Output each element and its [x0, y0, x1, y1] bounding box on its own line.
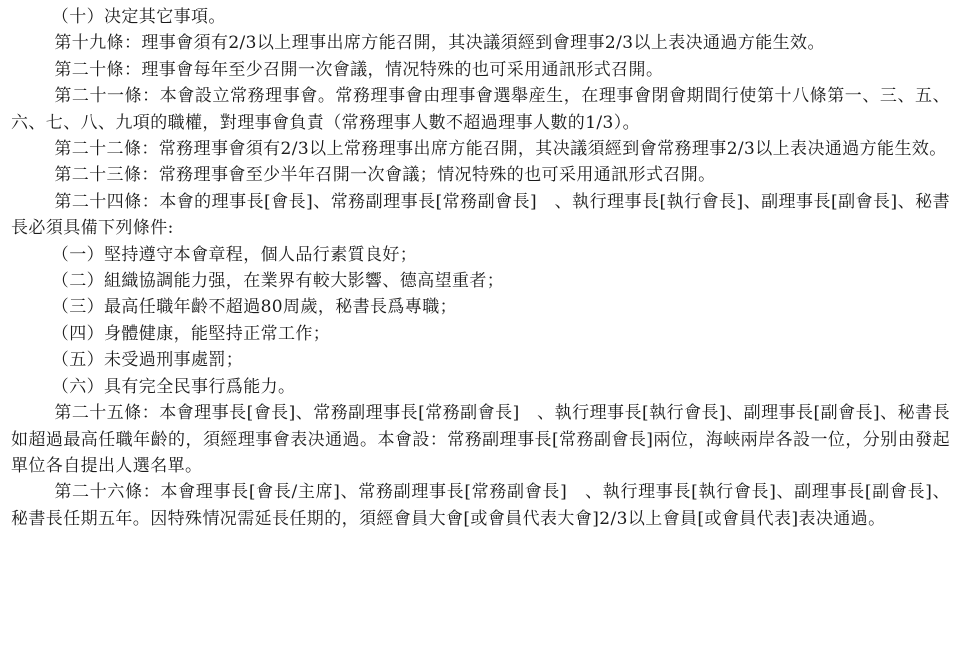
- article-26: 第二十六條：本會理事長[會長/主席]、常務副理事長[常務副會長] 、執行理事長[執行會長]、副理事長[副會長]、秘書長任期五年。因特殊情况需延長任期的，須經會員大會[或會員代表大會]2/3以上會員[或會員代表]表决通過。: [11, 482, 950, 529]
- article-19: 第十九條：理事會須有2/3以上理事出席方能召開，其决議須經到會理事2/3以上表决通過方能生效。: [54, 33, 825, 54]
- article-22: 第二十二條：常務理事會須有2/3以上常務理事出席方能召開，其决議須經到會常務理事2/3以上表决通過方能生效。: [54, 139, 947, 160]
- article-25: 第二十五條：本會理事長[會長]、常務副理事長[常務副會長] 、執行理事長[執行會長]、副理事長[副會長]、秘書長如超過最高任職年齡的，須經理事會表决通過。本會設：常務副理事長[常務副會長]兩位，海峡兩岸各設一位，分别由發起單位各自提出人選名單。: [11, 403, 950, 476]
- condition-item-3: （三）最高任職年齡不超過80周歲，秘書長爲專職；: [51, 297, 458, 318]
- clause-item-10: （十）决定其它事項。: [51, 7, 226, 27]
- article-23: 第二十三條：常務理事會至少半年召開一次會議；情况特殊的也可采用通訊形式召開。: [54, 165, 716, 186]
- condition-item-1: （一）堅持遵守本會章程，個人品行素質良好；: [51, 244, 418, 265]
- condition-item-5: （五）未受過刑事處罰；: [51, 350, 244, 371]
- condition-item-2: （二）組織協調能力强，在業界有較大影響、德高望重者；: [51, 271, 505, 292]
- condition-item-6: （六）具有完全民事行爲能力。: [51, 376, 296, 397]
- article-21: 第二十一條：本會設立常務理事會。常務理事會由理事會選舉産生，在理事會閉會期間行使第十八條第一、三、五、六、七、八、九項的職權，對理事會負責（常務理事人數不超過理事人數的1/3）。: [11, 86, 950, 133]
- article-20: 第二十條：理事會每年至少召開一次會議，情况特殊的也可采用通訊形式召開。: [54, 59, 664, 80]
- article-24: 第二十四條：本會的理事長[會長]、常務副理事長[常務副會長] 、執行理事長[執行會長]、副理事長[副會長]、秘書長必須具備下列條件:: [11, 191, 950, 239]
- condition-item-4: （四）身體健康，能堅持正常工作；: [51, 323, 331, 344]
